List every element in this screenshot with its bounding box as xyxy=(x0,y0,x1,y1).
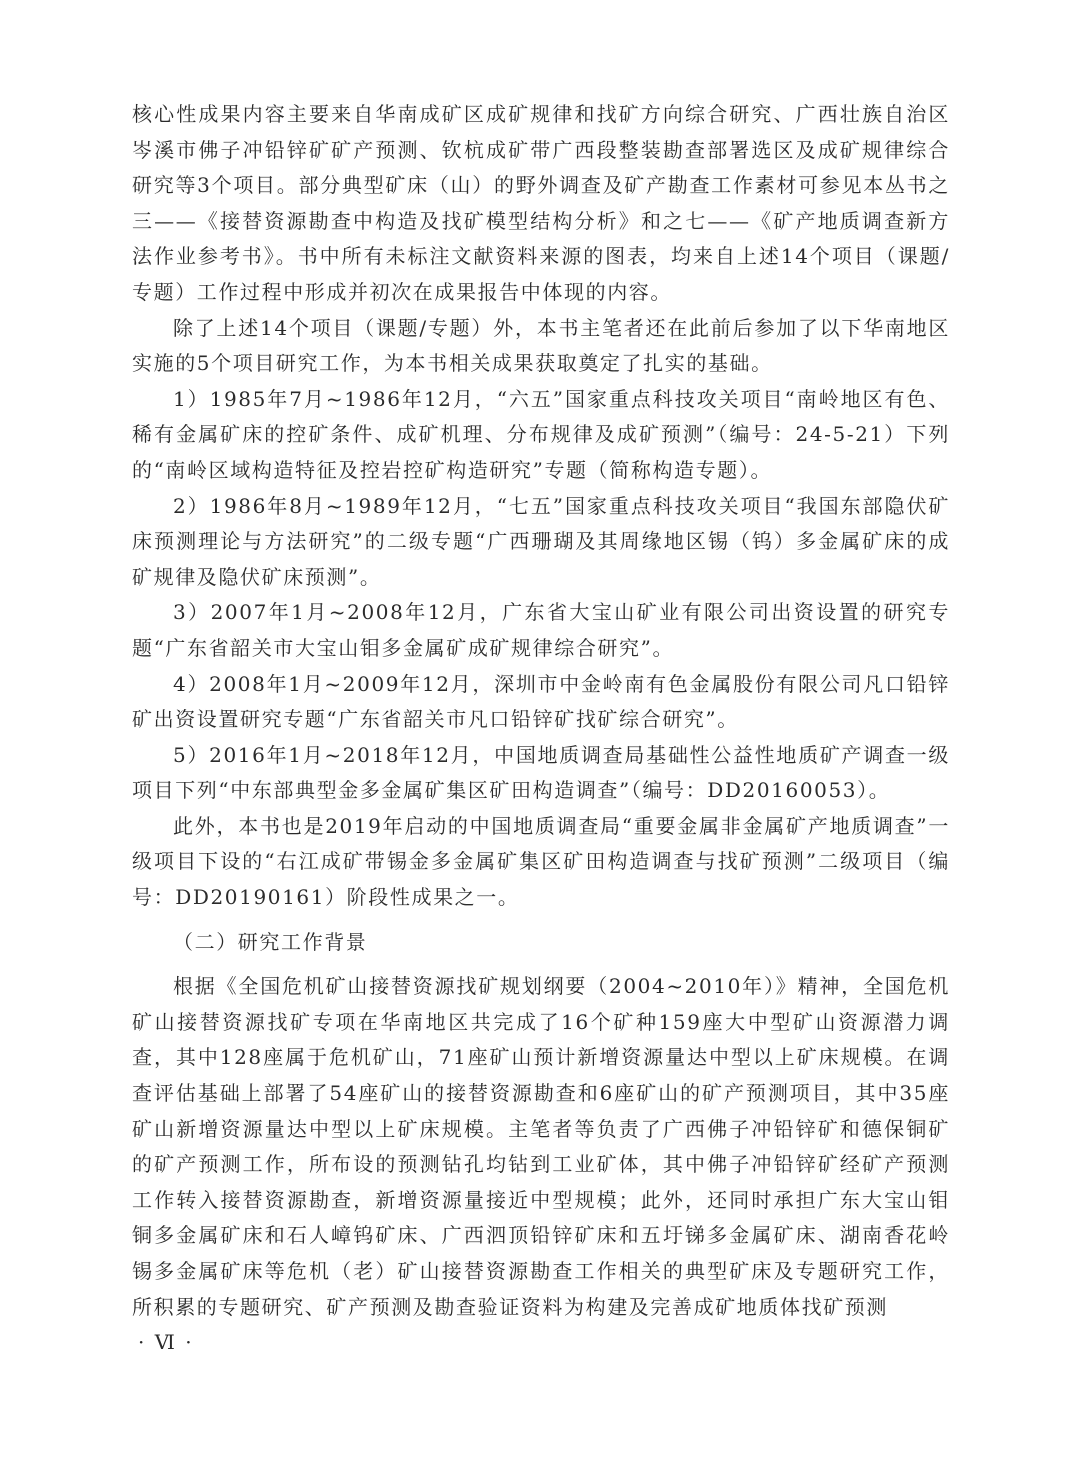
section-paragraph: 根据《全国危机矿山接替资源找矿规划纲要（2004~2010年）》精神，全国危机矿山接替资源找矿专项在华南地区共完成了16个矿种159座大中型矿山资源潜力调查，其中128座属于危机矿山，71座矿山预计新增资源量达中型以上矿床规模。在调查评估基础上部署了54座矿山的接替资源勘查和6座矿山的矿产预测项目，其中35座矿山新增资源量达中型以上矿床规模。主笔者等负责了广西佛子冲铅锌矿和德保铜矿的矿产预测工作，所布设的预测钻孔均钻到工业矿体，其中佛子冲铅锌矿经矿产预测工作转入接替资源勘查，新增资源量接近中型规模；此外，还同时承担广东大宝山钼铜多金属矿床和石人嶂钨矿床、广西泗顶铅锌矿床和五圩锑多金属矿床、湖南香花岭锡多金属矿床等危机（老）矿山接替资源勘查工作相关的典型矿床及专题研究工作，所积累的专题研究、矿产预测及勘查验证资料为构建及完善成矿地质体找矿预测 xyxy=(132,974,950,1319)
list-item-project-5: 5）2016年1月~2018年12月，中国地质调查局基础性公益性地质矿产调查一级项目下列“中东部典型金多金属矿集区矿田构造调查”（编号：DD20160053）。 xyxy=(132,742,950,803)
list-item-project-4: 4）2008年1月~2009年12月，深圳市中金岭南有色金属股份有限公司凡口铅锌矿出资设置研究专题“广东省韶关市凡口铅锌矿找矿综合研究”。 xyxy=(132,671,950,732)
paragraph-additional-projects: 除了上述14个项目（课题/专题）外，本书主笔者还在此前后参加了以下华南地区实施的5个项目研究工作，为本书相关成果获取奠定了扎实的基础。 xyxy=(132,315,950,376)
document-body xyxy=(132,97,950,1325)
continued-paragraph: 核心性成果内容主要来自华南成矿区成矿规律和找矿方向综合研究、广西壮族自治区岑溪市佛子冲铅锌矿矿产预测、钦杭成矿带广西段整装勘查部署选区及成矿规律综合研究等3个项目。部分典型矿床（山）的野外调查及矿产勘查工作素材可参见本丛书之三——《接替资源勘查中构造及找矿模型结构分析》和之七——《矿产地质调查新方法作业参考书》。书中所有未标注文献资料来源的图表，均来自上述14个项目（课题/专题）工作过程中形成并初次在成果报告中体现的内容。 xyxy=(132,102,950,304)
list-item-project-3: 3）2007年1月~2008年12月，广东省大宝山矿业有限公司出资设置的研究专题“广东省韶关市大宝山钼多金属矿成矿规律综合研究”。 xyxy=(132,600,950,660)
paragraph-other-contribution: 此外，本书也是2019年启动的中国地质调查局“重要金属非金属矿产地质调查”一级项目下设的“右江成矿带锡金多金属矿集区矿田构造调查与找矿预测”二级项目（编号：DD20190161）阶段性成果之一。 xyxy=(132,813,950,910)
page-number: · Ⅵ · xyxy=(138,1330,194,1354)
list-item-project-2: 2）1986年8月~1989年12月，“七五”国家重点科技攻关项目“我国东部隐伏矿床预测理论与方法研究”的二级专题“广西珊瑚及其周缘地区锡（钨）多金属矿床的成矿规律及隐伏矿床预测”。 xyxy=(132,493,950,589)
list-item-project-1: 1）1985年7月~1986年12月，“六五”国家重点科技攻关项目“南岭地区有色、稀有金属矿床的控矿条件、成矿机理、分布规律及成矿预测”（编号：24-5-21）下列的“南岭区域构造特征及控岩控矿构造研究”专题（简称构造专题）。 xyxy=(132,386,950,482)
section-heading: （二）研究工作背景 xyxy=(173,929,368,954)
